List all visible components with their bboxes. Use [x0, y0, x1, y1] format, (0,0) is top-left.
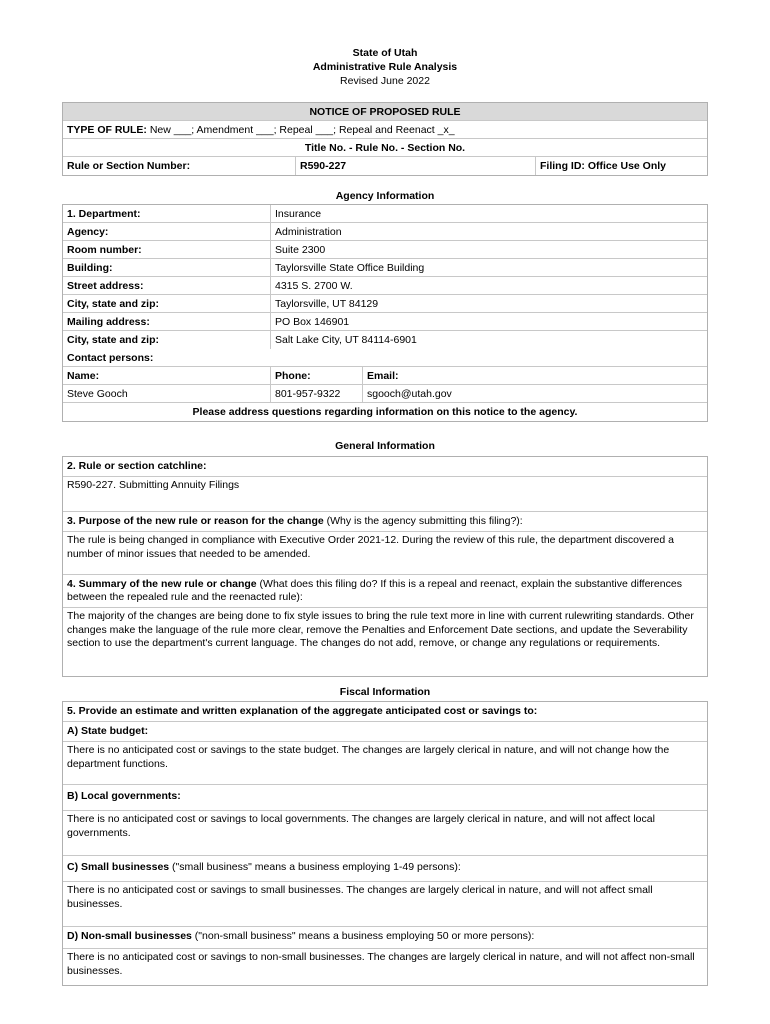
filing-id: Filing ID: Office Use Only: [535, 157, 707, 175]
agency-row: [63, 241, 707, 259]
non-small-business-header: [63, 927, 707, 949]
agency-row-label: Agency:: [67, 225, 109, 238]
fiscal-box: [62, 701, 708, 986]
agency-note-row: [63, 403, 707, 421]
agency-row-label: Mailing address:: [67, 315, 150, 328]
q3-hint: (Why is the agency submitting this filing?):: [323, 515, 523, 527]
q2-answer: R590-227. Submitting Annuity Filings: [67, 479, 240, 491]
agency-row: [63, 313, 707, 331]
non-small-business-answer: There is no anticipated cost or savings to non-small businesses. The changes are largely clerical in nature, and will not affect non-small businesses.: [67, 951, 695, 977]
state-budget-answer: There is no anticipated cost or savings to the state budget. The changes are largely clerical in nature, and will not change how the department functions.: [67, 744, 670, 770]
small-business-answer: There is no anticipated cost or savings to small businesses. The changes are largely clerical in nature, and will not affect small businesses.: [67, 884, 653, 910]
agency-row: [63, 277, 707, 295]
q3-header: [63, 512, 707, 532]
agency-row-label: City, state and zip:: [67, 297, 159, 310]
q2-label: 2. Rule or section catchline:: [63, 457, 707, 477]
small-business-hint: ("small business" means a business employing 1-49 persons):: [169, 861, 461, 873]
agency-row-value: Administration: [270, 223, 707, 240]
small-business-header: [63, 856, 707, 882]
notice-title-row: [63, 103, 707, 121]
agency-section-title: Agency Information: [335, 190, 435, 202]
agency-row-label: Room number:: [67, 243, 142, 256]
state-budget-block: [63, 722, 707, 785]
local-gov-answer: There is no anticipated cost or savings to local governments. The changes are largely clerical in nature, and will not affect local governments.: [67, 813, 655, 839]
type-of-rule-text: New ___; Amendment ___; Repeal ___; Repeal and Reenact _x_: [149, 123, 455, 136]
q3-answer: The rule is being changed in compliance with Executive Order 2021-12. During the review of this rule, the department discovered a number of minor issues that needed to be amended.: [67, 534, 674, 560]
contact-phone: 801-957-9322: [270, 385, 362, 402]
local-gov-block: [63, 785, 707, 856]
agency-row-label: City, state and zip:: [67, 334, 159, 346]
agency-row-value: PO Box 146901: [270, 313, 707, 330]
rule-number-value: R590-227: [295, 157, 535, 175]
contact-persons-row: [63, 349, 707, 367]
agency-row: [63, 295, 707, 313]
agency-row: [63, 331, 707, 349]
q4-hint: (What does this filing do? If this is a repeal and reenact, explain the substantive differences between the repealed rule and the reenacted rule):: [67, 578, 682, 603]
agency-row: [63, 205, 707, 223]
agency-row-value: Taylorsville, UT 84129: [270, 295, 707, 312]
agency-row-label: Building:: [67, 261, 113, 274]
notice-title: NOTICE OF PROPOSED RULE: [309, 105, 461, 118]
q4-label: 4. Summary of the new rule or change: [67, 578, 257, 590]
small-business-label: C) Small businesses: [67, 861, 170, 873]
q3-label: 3. Purpose of the new rule or reason for the change: [67, 515, 324, 527]
agency-row-value: Salt Lake City, UT 84114-6901: [270, 331, 707, 349]
rule-number-label: Rule or Section Number:: [67, 160, 191, 172]
agency-row-value: Insurance: [270, 205, 707, 222]
agency-note: Please address questions regarding information on this notice to the agency.: [192, 406, 578, 418]
email-header: Email:: [362, 367, 707, 384]
agency-row: [63, 259, 707, 277]
small-business-block: [63, 856, 707, 927]
q4-answer: The majority of the changes are being done to fix style issues to bring the rule text more in line with current rulewriting standards. Other changes make the language of the rule more clear, remove the Penalties and Enforcement Date sections, and update the Severability section to use the department's current language. The changes do not add, remove, or change any regulations or requirements.: [67, 610, 694, 649]
contact-persons-label: Contact persons:: [67, 351, 154, 364]
title-number-header: Title No. - Rule No. - Section No.: [304, 141, 466, 154]
non-small-business-label: D) Non-small businesses: [67, 930, 192, 942]
q5-label: 5. Provide an estimate and written explanation of the aggregate anticipated cost or savings to:: [63, 702, 707, 722]
agency-row-label: Street address:: [67, 279, 144, 292]
agency-row-value: 4315 S. 2700 W.: [270, 277, 707, 294]
type-of-rule-row: [63, 121, 707, 139]
q2-block: [63, 457, 707, 512]
q4-block: [63, 575, 707, 676]
header-line-1: State of Utah: [352, 47, 418, 59]
contact-name: Steve Gooch: [67, 387, 128, 400]
rule-number-row: [63, 157, 707, 175]
notice-box: [62, 102, 708, 176]
phone-header: Phone:: [270, 367, 362, 384]
contact-row: [63, 385, 707, 403]
non-small-business-hint: ("non-small business" means a business employing 50 or more persons):: [191, 930, 535, 942]
general-box: [62, 456, 708, 677]
fiscal-section-title: Fiscal Information: [339, 686, 431, 698]
agency-row-value: Suite 2300: [270, 241, 707, 258]
header-line-3: Revised June 2022: [340, 75, 430, 87]
state-budget-label: A) State budget:: [63, 722, 707, 742]
q3-block: [63, 512, 707, 575]
local-gov-label: B) Local governments:: [63, 785, 707, 811]
title-number-row: [63, 139, 707, 157]
general-section-title: General Information: [335, 440, 435, 452]
agency-row: [63, 223, 707, 241]
type-of-rule-label: TYPE OF RULE:: [67, 123, 147, 136]
header-line-2: Administrative Rule Analysis: [312, 61, 458, 73]
non-small-business-block: [63, 927, 707, 985]
document-header: [0, 46, 770, 88]
name-header: Name:: [67, 369, 100, 382]
q4-header: [63, 575, 707, 608]
agency-row-value: Taylorsville State Office Building: [270, 259, 707, 276]
contact-email[interactable]: sgooch@utah.gov: [362, 385, 707, 402]
agency-row-label: 1. Department:: [67, 207, 141, 220]
agency-box: [62, 204, 708, 422]
contact-header-row: [63, 367, 707, 385]
